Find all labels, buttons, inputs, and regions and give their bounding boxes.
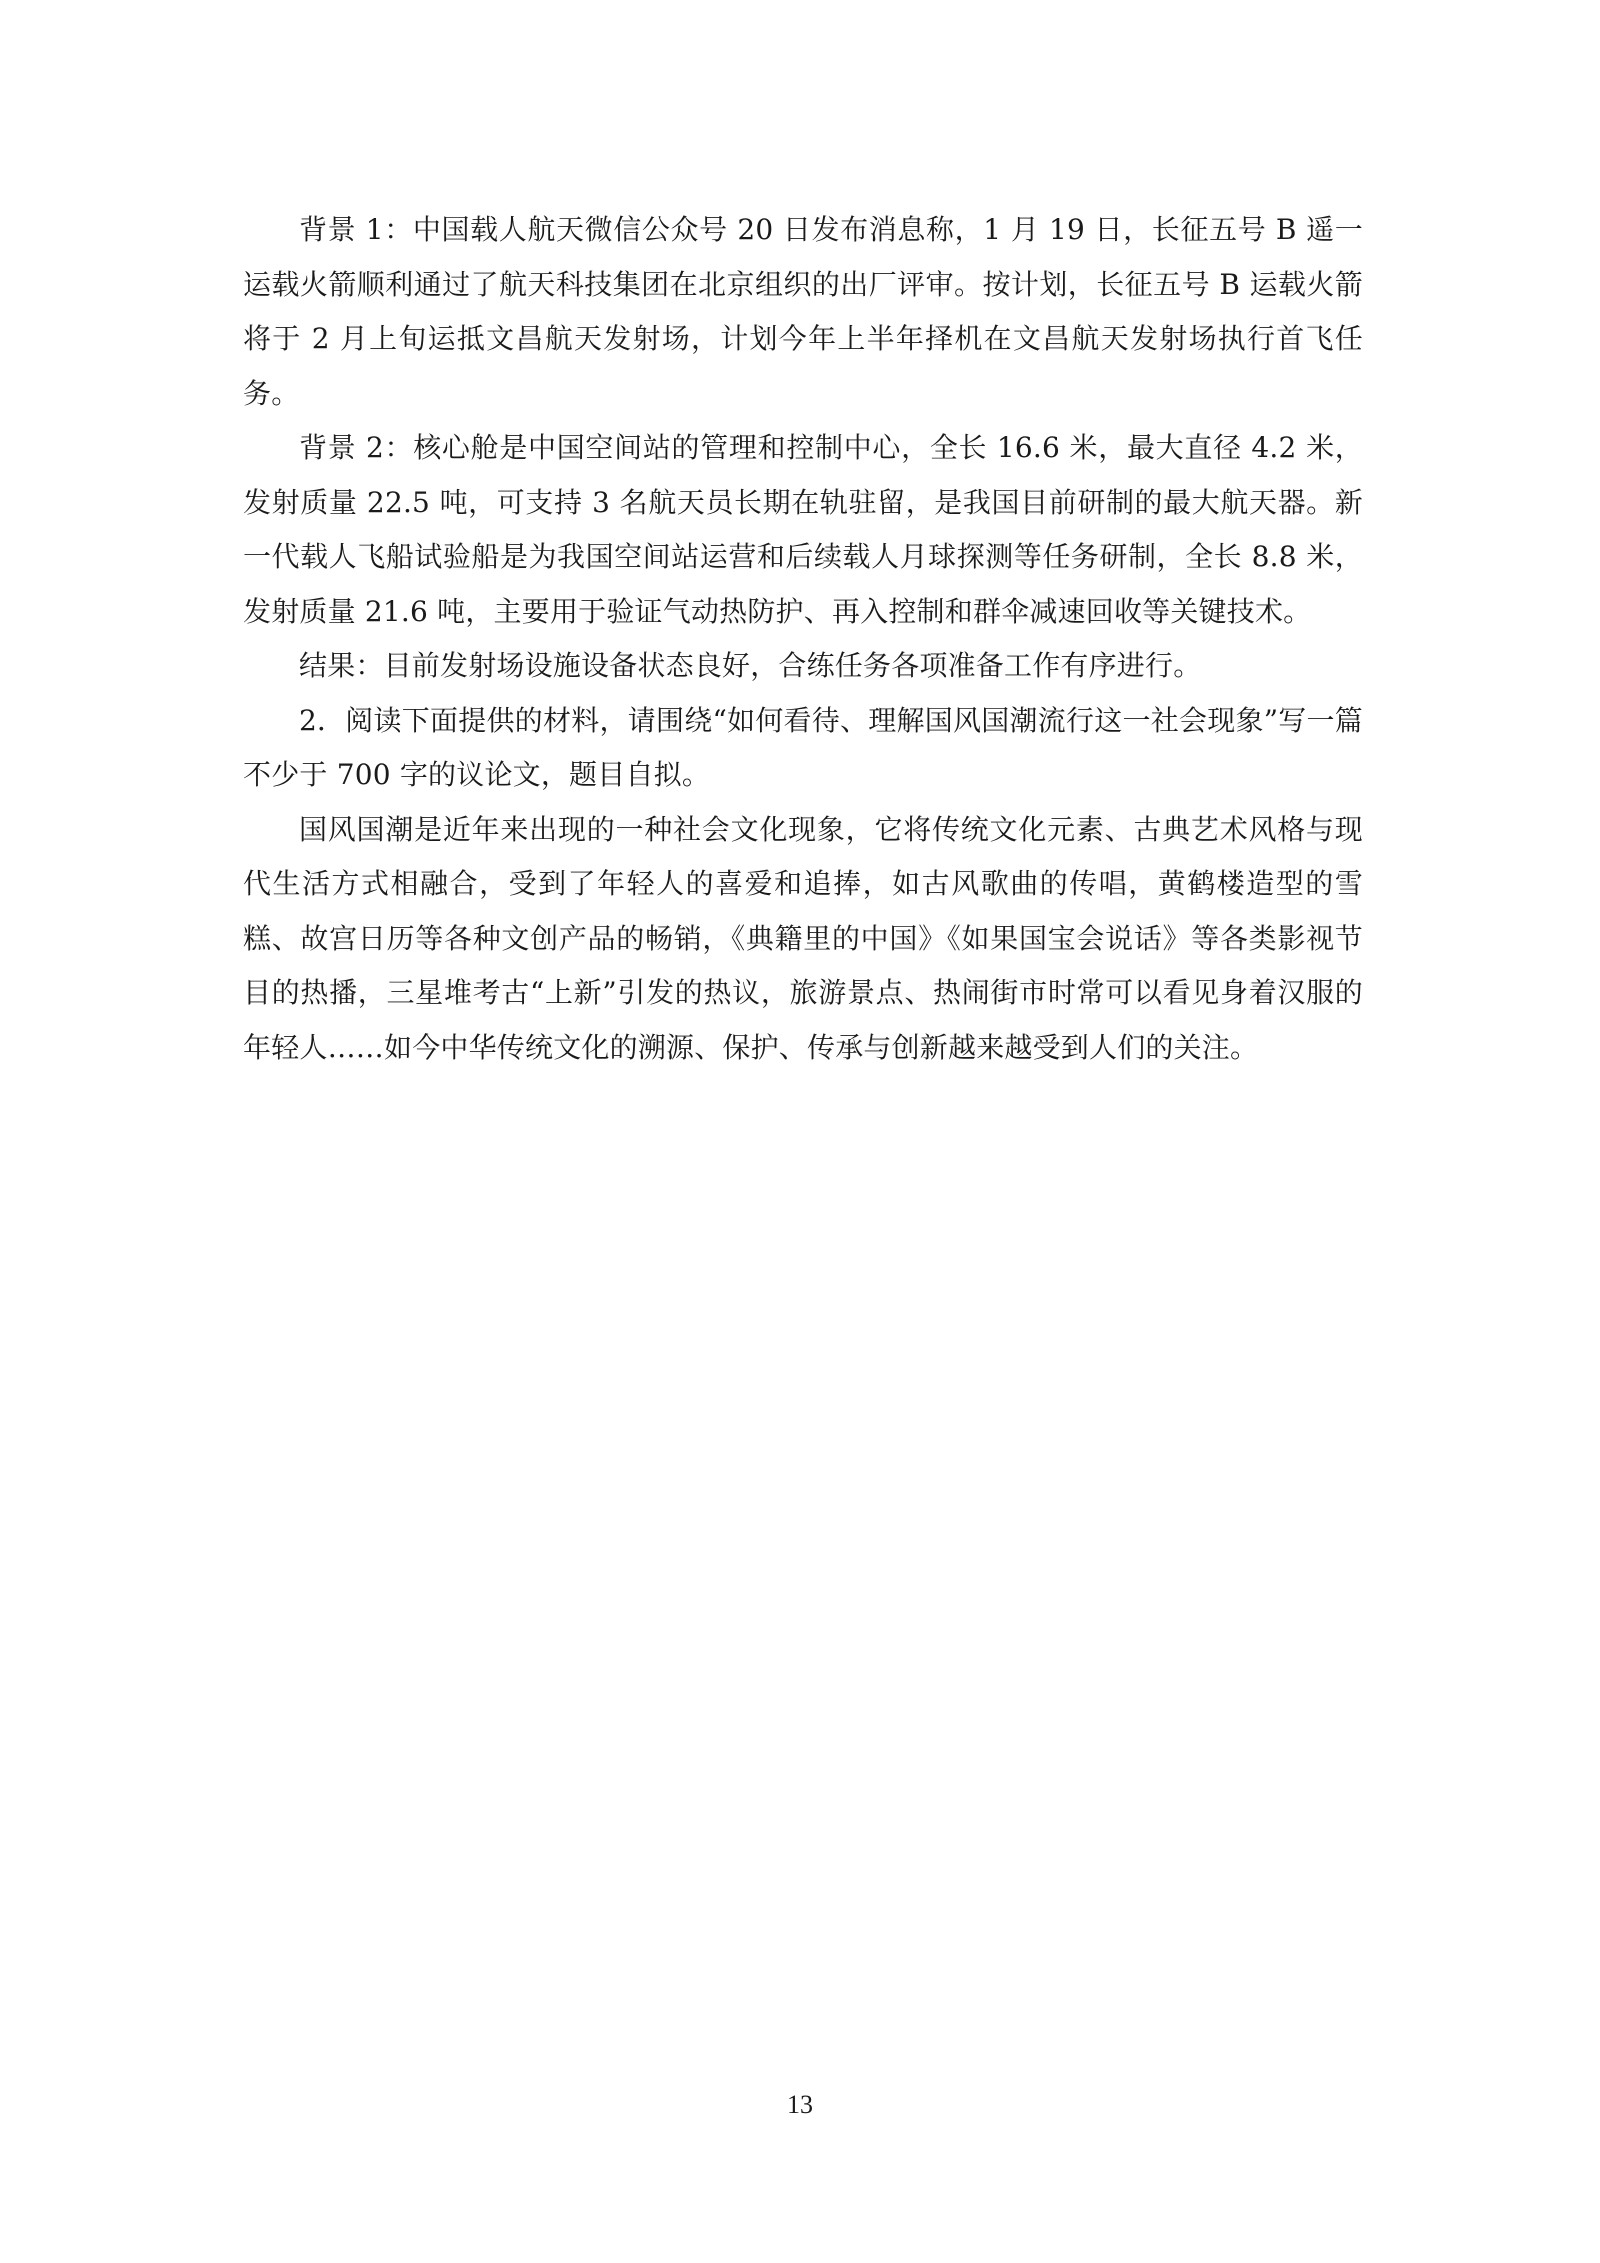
page-number: 13 (787, 2090, 813, 2119)
paragraph-question-2: 2．阅读下面提供的材料，请围绕“如何看待、理解国风国潮流行这一社会现象”写一篇不少于 700 字的议论文，题目自拟。 (243, 703, 1363, 791)
paragraph-background-2: 背景 2：核心舱是中国空间站的管理和控制中心，全长 16.6 米，最大直径 4.2 米，发射质量 22.5 吨，可支持 3 名航天员长期在轨驻留，是我国目前研制的最大航天器。新一代载人飞船试验船是为我国空间站运营和后续载人月球探测等任务研制，全长 8.8 米，发射质量 21.6 吨，主要用于验证气动热防护、再入控制和群伞减速回收等关键技术。 (243, 431, 1363, 628)
paragraph-background-1: 背景 1：中国载人航天微信公众号 20 日发布消息称，1 月 19 日，长征五号 B 遥一运载火箭顺利通过了航天科技集团在北京组织的出厂评审。按计划，长征五号 B 运载火箭将于 2 月上旬运抵文昌航天发射场，计划今年上半年择机在文昌航天发射场执行首飞任务。 (243, 213, 1363, 410)
paragraph-result: 结果：目前发射场设施设备状态良好，合练任务各项准备工作有序进行。 (299, 649, 1202, 682)
document-body (243, 203, 1363, 1075)
paragraph-material: 国风国潮是近年来出现的一种社会文化现象，它将传统文化元素、古典艺术风格与现代生活方式相融合，受到了年轻人的喜爱和追捧，如古风歌曲的传唱，黄鹤楼造型的雪糕、故宫日历等各种文创产品的畅销，《典籍里的中国》《如果国宝会说话》等各类影视节目的热播，三星堆考古“上新”引发的热议，旅游景点、热闹街市时常可以看见身着汉服的年轻人……如今中华传统文化的溯源、保护、传承与创新越来越受到人们的关注。 (243, 812, 1363, 1064)
